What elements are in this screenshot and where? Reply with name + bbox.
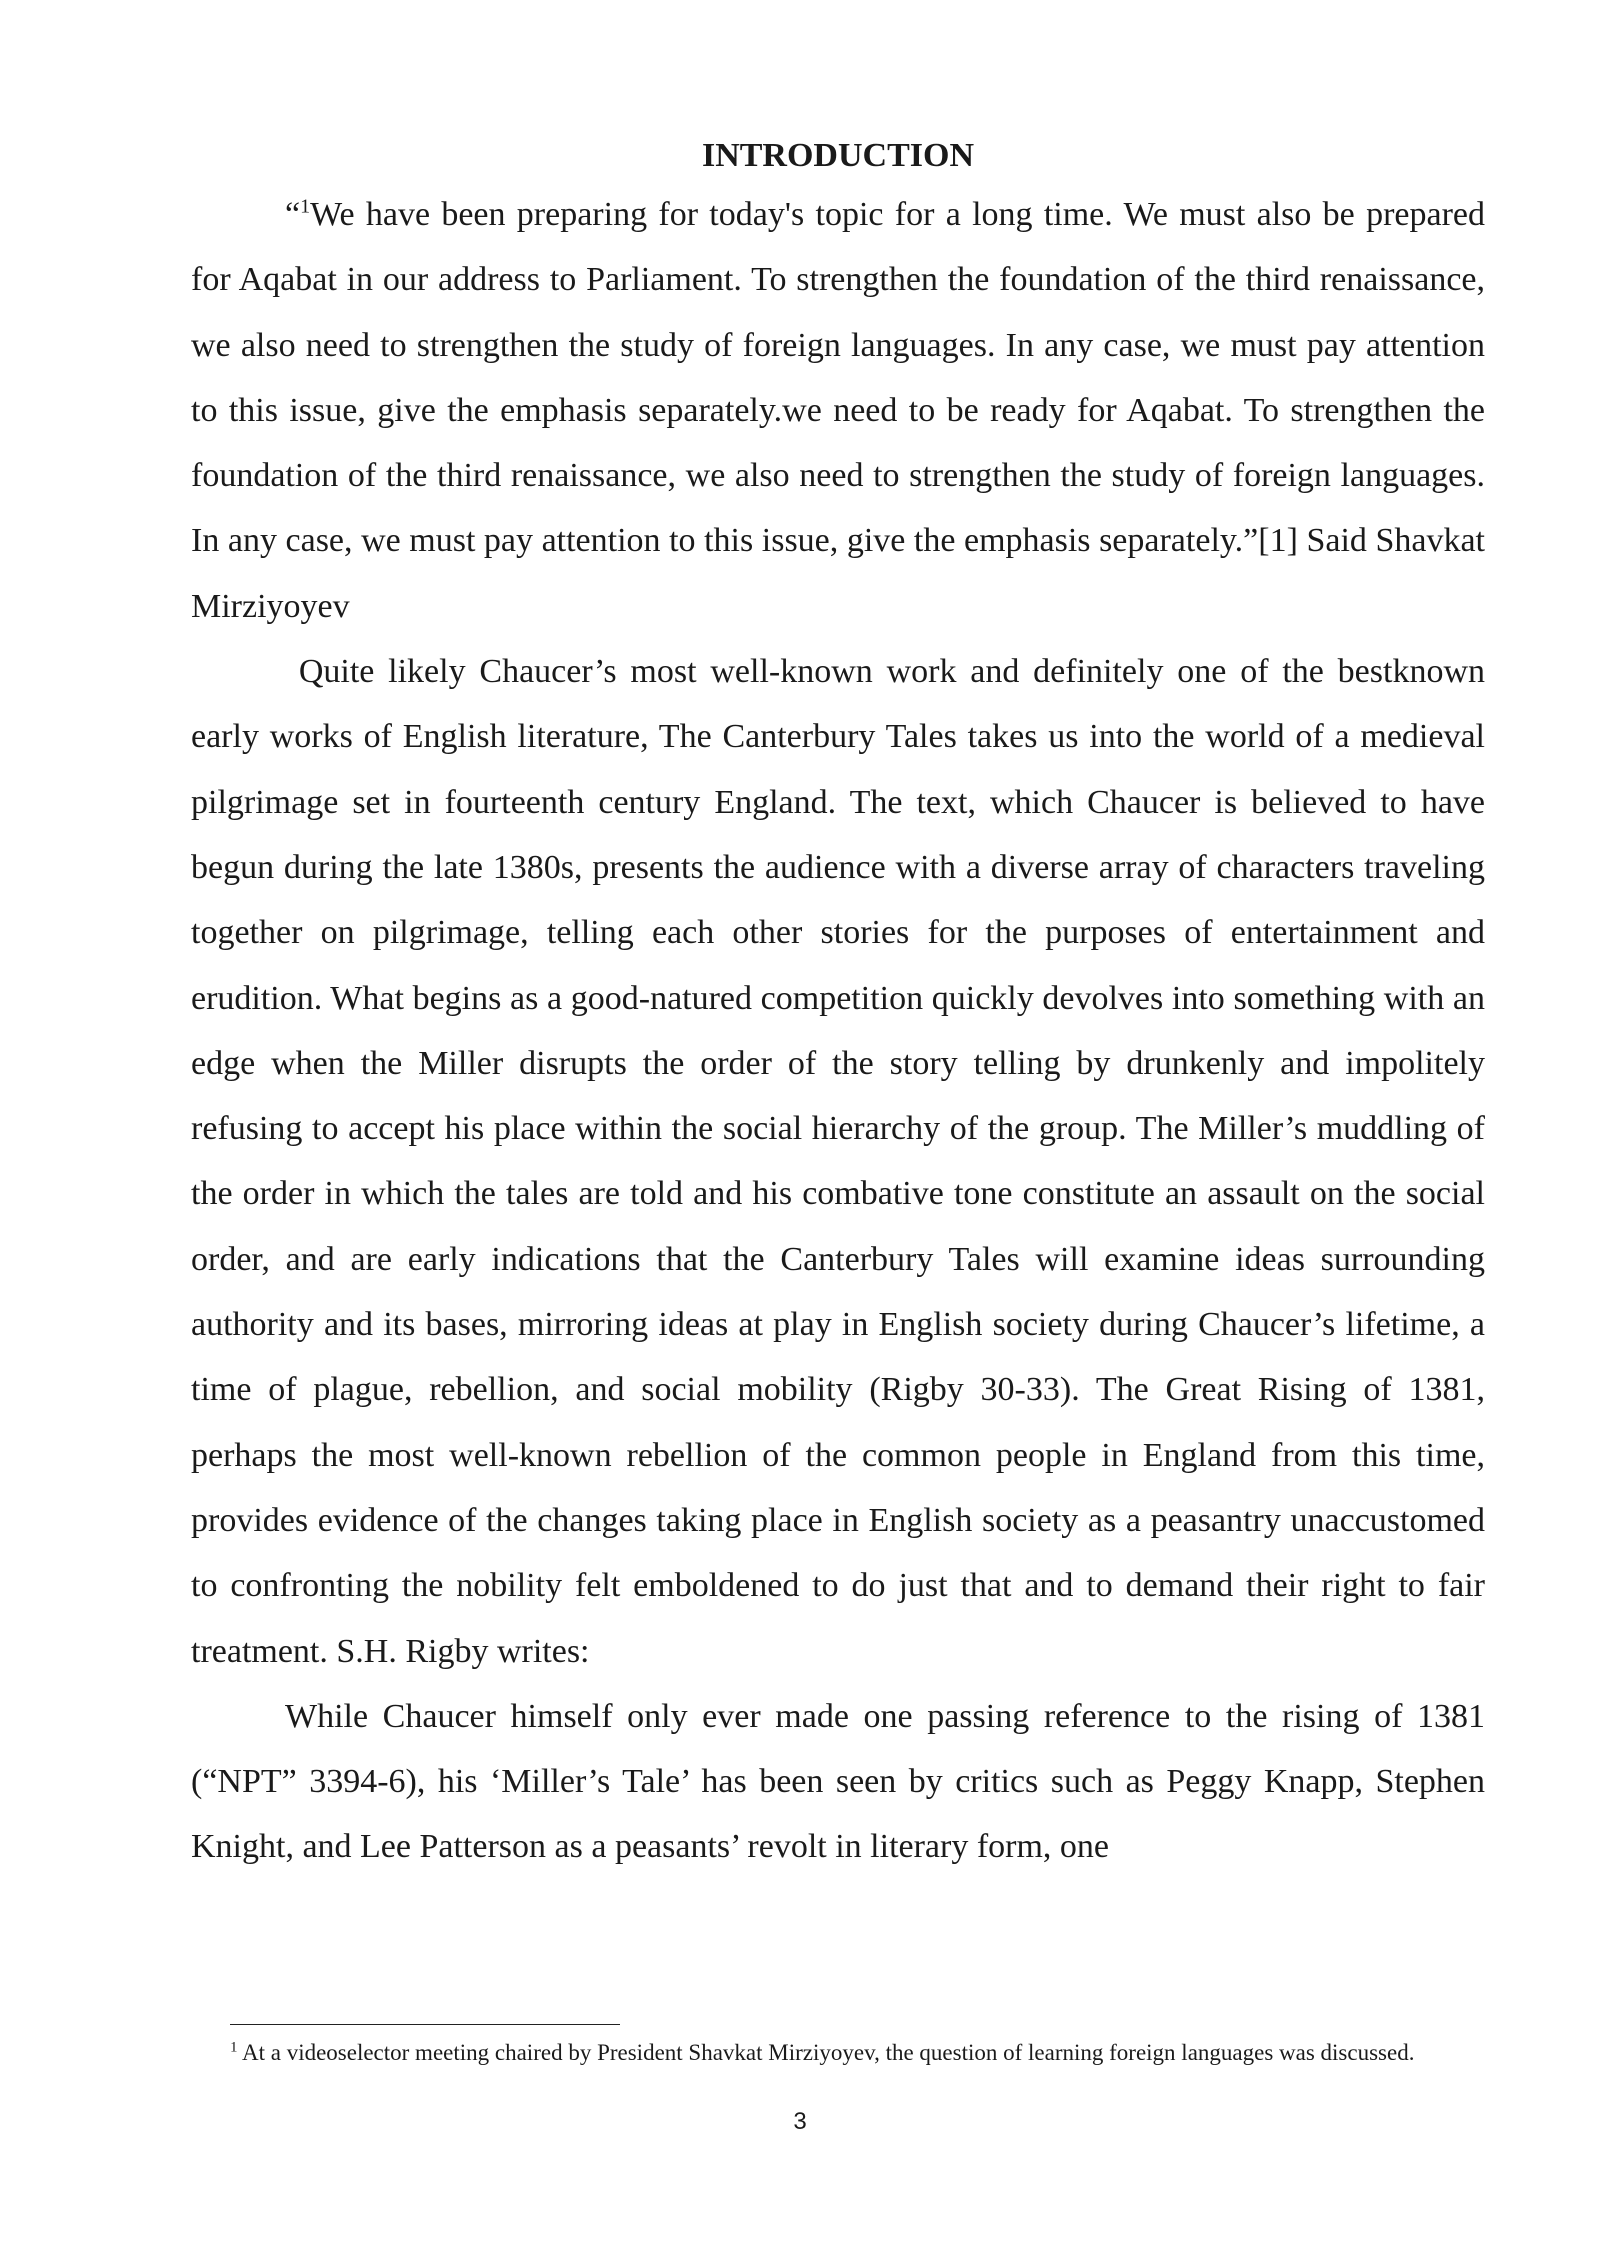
page-title: INTRODUCTION	[701, 137, 975, 174]
paragraph-1	[191, 182, 1485, 639]
footnote-reference[interactable]: 1	[300, 195, 311, 218]
paragraph-3: While Chaucer himself only ever made one passing reference to the rising of 1381 (“NPT” 3394-6), his ‘Miller’s Tale’ has been seen by critics such as Peggy Knapp, Stephen Knight, and Lee Patterson as a peasants’ revolt in literary form, one	[191, 1697, 1485, 1866]
body-text	[191, 130, 1494, 1880]
open-quote: “	[285, 196, 301, 233]
paragraph-2: Quite likely Chaucer’s most well-known work and definitely one of the bestknown early works of English literature, The Canterbury Tales takes us into the world of a medieval pilgrimage set in fourteenth century England. The text, which Chaucer is believed to have begun during the late 1380s, presents the audience with a diverse array of characters traveling together on pilgrimage, telling each other stories for the purposes of entertainment and erudition. What begins as a good-natured competition quickly devolves into something with an edge when the Miller disrupts the order of the story telling by drunkenly and impolitely refusing to accept his place within the social hierarchy of the group. The Miller’s muddling of the order in which the tales are told and his combative tone constitute an assault on the social order, and are early indications that the Canterbury Tales will examine ideas surrounding authority and its bases, mirroring ideas at play in English society during Chaucer’s lifetime, a time of plague, rebellion, and social mobility (Rigby 30-33). The Great Rising of 1381, perhaps the most well-known rebellion of the common people in England from this time, provides evidence of the changes taking place in English society as a peasantry unaccustomed to confronting the nobility felt emboldened to do just that and to demand their right to fair treatment. S.H. Rigby writes:	[191, 653, 1494, 1670]
footnote-text: At a videoselector meeting chaired by President Shavkat Mirziyoyev, the question of learning foreign languages was discussed.	[237, 2040, 1415, 2065]
footnote-separator	[230, 2024, 620, 2025]
footnote	[230, 2036, 1480, 2070]
paragraph-1-text: We have been preparing for today's topic for a long time. We must also be prepared for Aqabat in our address to Parliament. To strengthen the foundation of the third renaissance, we also need to strengthen the study of foreign languages. In any case, we must pay attention to this issue, give the emphasis separately.we need to be ready for Aqabat. To strengthen the foundation of the third renaissance, we also need to strengthen the study of foreign languages. In any case, we must pay attention to this issue, give the emphasis separately.”[1] Said Shavkat Mirziyoyev	[191, 196, 1485, 625]
page-number: 3	[793, 2108, 807, 2135]
footnote-marker: 1	[230, 2039, 238, 2056]
